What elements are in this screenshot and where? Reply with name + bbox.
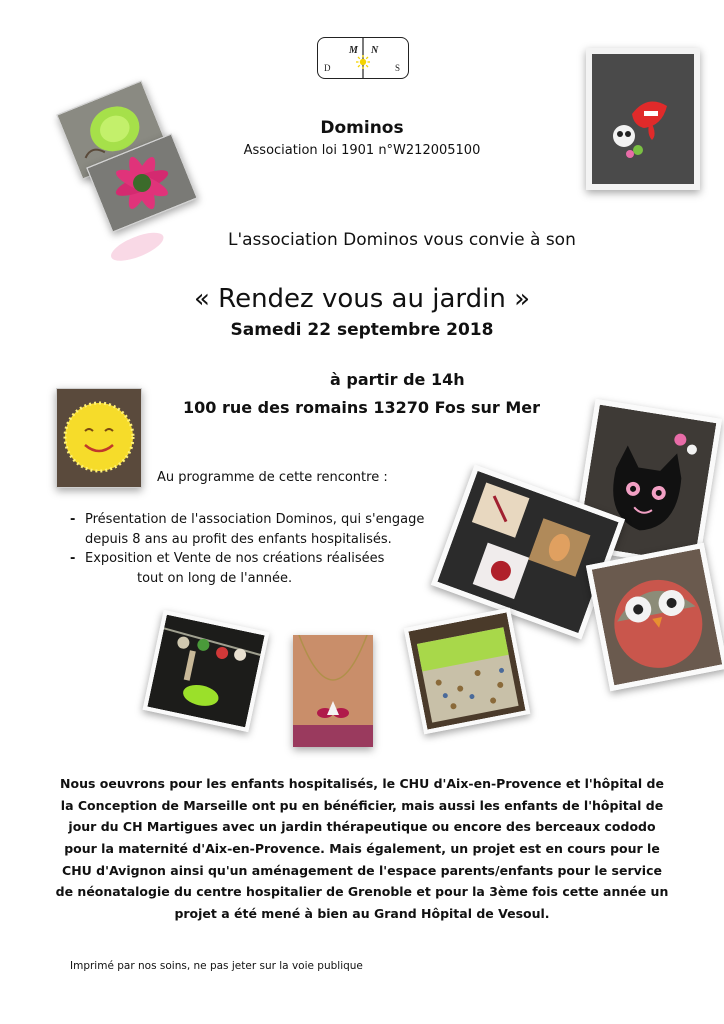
print-notice: Imprimé par nos soins, ne pas jeter sur la voie publique bbox=[70, 960, 363, 972]
photo-owl-cushion bbox=[586, 543, 724, 692]
invitation-intro: L'association Dominos vous convie à son bbox=[228, 230, 576, 250]
organization-registration: Association loi 1901 n°W212005100 bbox=[243, 143, 481, 158]
event-time: à partir de 14h bbox=[330, 370, 465, 389]
programme-list bbox=[70, 510, 430, 588]
event-title: « Rendez vous au jardin » bbox=[194, 284, 530, 314]
photo-doll-keychains bbox=[143, 610, 270, 732]
logo-letter-bl: D bbox=[324, 63, 331, 73]
photo-yellow-smiley-sponge bbox=[56, 388, 142, 488]
exhibition-text-start: Exposition et Vente de nos créations réalisées bbox=[85, 551, 385, 566]
programme-item-exhibition bbox=[70, 549, 430, 588]
photo-felt-flower-necklace bbox=[293, 635, 373, 747]
photo-reflection bbox=[101, 224, 181, 287]
association-description: Nous oeuvrons pour les enfants hospitalisés, le CHU d'Aix-en-Provence et l'hôpital de la Conception de Marseille ont pu en bénéficier, mais aussi les enfants de l'hôpital de jour du CH Martigues avec un jardin thérapeutique ou encore des berceaux cododo pour la maternité d'Aix-en-Provence. Mais également, un projet est en cours pour le CHU d'Avignon ainsi qu'un aménagement de l'espace parents/enfants pour le service de néonatalogie du centre hospitalier de Grenoble et pour la 3ème fois cette année un projet a été mené à bien au Grand Hôpital de Vesoul. bbox=[55, 776, 669, 921]
event-address: 100 rue des romains 13270 Fos sur Mer bbox=[183, 398, 541, 417]
programme-heading: Au programme de cette rencontre : bbox=[157, 470, 388, 485]
programme-item-presentation: - Présentation de l'association Dominos, qui s'engage depuis 8 ans au profit des enfants hospitalisés. bbox=[70, 510, 430, 549]
dominos-logo bbox=[317, 37, 409, 79]
exhibition-text-end: tout on long de l'année. bbox=[137, 570, 293, 586]
event-date: Samedi 22 septembre 2018 bbox=[230, 320, 494, 340]
logo-letter-br: S bbox=[395, 63, 401, 73]
logo-letter-tr: N bbox=[371, 45, 379, 56]
logo-letter-tl: M bbox=[349, 45, 358, 56]
photo-floral-fabric-pouch bbox=[404, 608, 531, 735]
sun-icon bbox=[356, 55, 370, 69]
organization-name: Dominos bbox=[320, 118, 404, 138]
